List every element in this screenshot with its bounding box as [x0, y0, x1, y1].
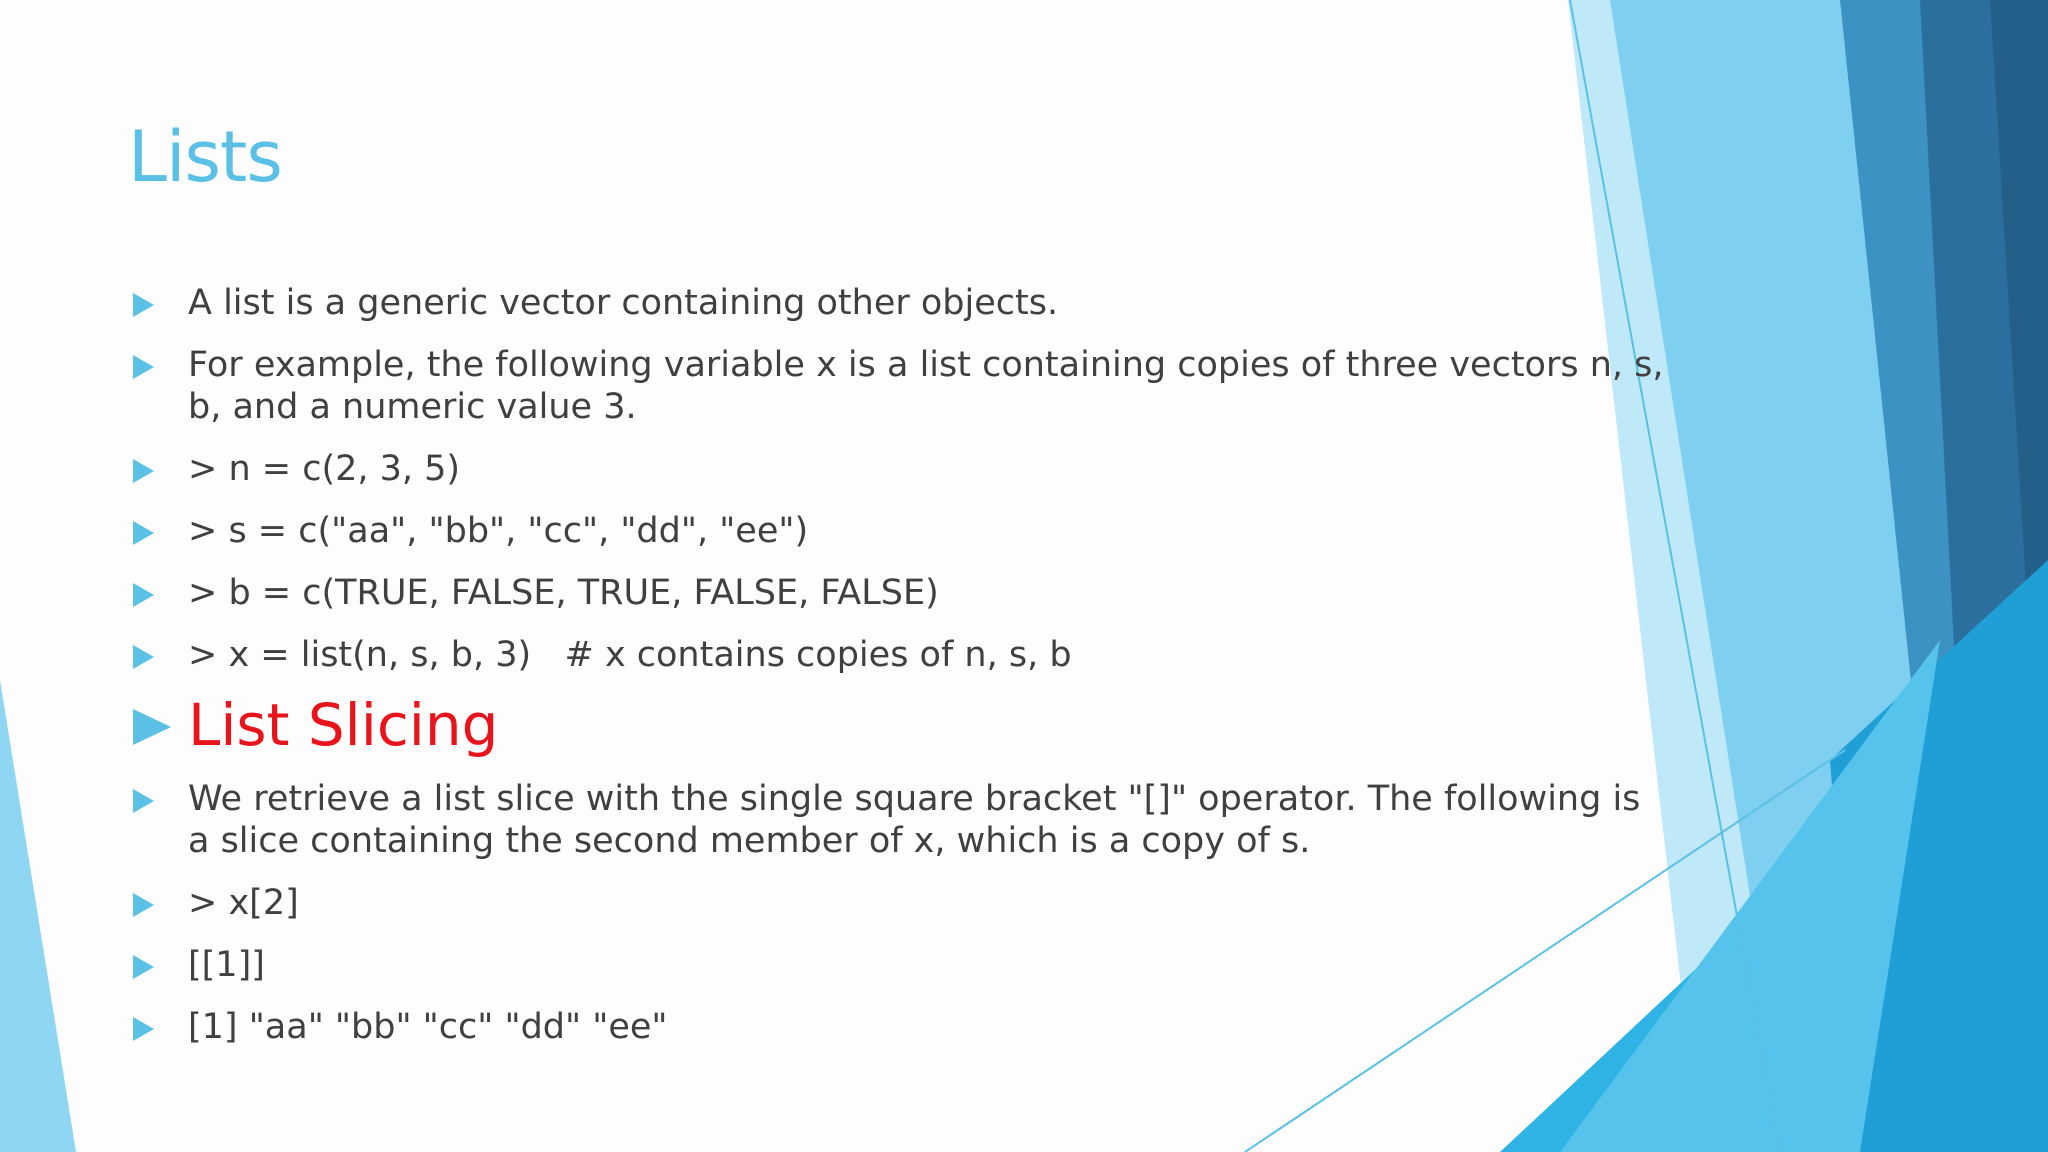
bullet-item — [130, 510, 1670, 552]
triangle-bullet-icon — [133, 955, 154, 979]
triangle-bullet-icon — [133, 893, 154, 917]
triangle-bullet-icon — [133, 709, 171, 745]
bullet-text: [[1]] — [188, 945, 265, 985]
section-heading-item — [130, 692, 1670, 758]
bullet-item — [130, 944, 1670, 986]
bullet-item — [130, 778, 1670, 862]
bullet-list — [130, 282, 1675, 1068]
triangle-bullet-icon — [133, 293, 154, 317]
bullet-text: > x[2] — [188, 883, 299, 923]
bullet-item — [130, 1006, 1670, 1048]
triangle-bullet-icon — [133, 459, 154, 483]
bullet-text: For example, the following variable x is a list containing copies of three vectors n, s, b, and a numeric value 3. — [188, 345, 1675, 427]
bullet-text: We retrieve a list slice with the single square bracket "[]" operator. The following is a slice containing the second member of x, which is a copy of s. — [188, 779, 1652, 861]
section-heading-text: List Slicing — [188, 691, 499, 759]
triangle-bullet-icon — [133, 583, 154, 607]
bullet-item — [130, 882, 1670, 924]
bullet-text: [1] "aa" "bb" "cc" "dd" "ee" — [188, 1007, 668, 1047]
triangle-bullet-icon — [133, 355, 154, 379]
bullet-text: > b = c(TRUE, FALSE, TRUE, FALSE, FALSE) — [188, 573, 939, 613]
bullet-text: A list is a generic vector containing other objects. — [188, 283, 1059, 323]
bullet-item — [130, 344, 1675, 428]
triangle-bullet-icon — [133, 789, 154, 813]
bullet-text: > n = c(2, 3, 5) — [188, 449, 461, 489]
bullet-text: > x = list(n, s, b, 3) # x contains copies of n, s, b — [188, 635, 1072, 675]
triangle-bullet-icon — [133, 1017, 154, 1041]
bullet-item — [130, 282, 1670, 324]
triangle-bullet-icon — [133, 645, 154, 669]
bullet-text: > s = c("aa", "bb", "cc", "dd", "ee") — [188, 511, 809, 551]
bullet-item — [130, 572, 1670, 614]
slide-title: Lists — [128, 116, 282, 198]
left-edge-shape — [0, 680, 76, 1152]
bullet-item — [130, 448, 1670, 490]
triangle-bullet-icon — [133, 521, 154, 545]
bullet-item — [130, 634, 1670, 676]
